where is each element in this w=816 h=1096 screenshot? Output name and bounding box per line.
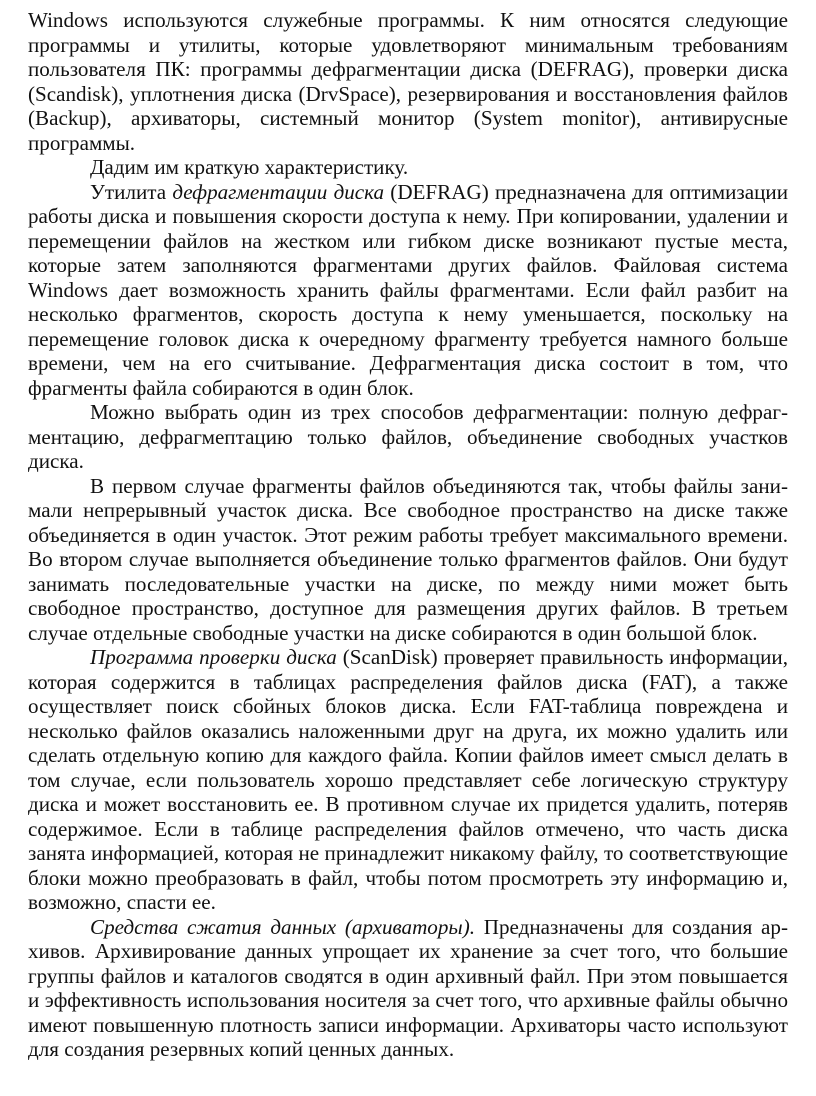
paragraph-defrag-text: (DEFRAG) предназначена для оптимизации работы диска и повышения скорости доступа к нему. При копировании, удалении и перемещении файлов на жестком или гибком диске возникают пустые места, которые затем заполняются фрагментами других файлов. Файловая система Windows дает возможность хранить файлы фрагментами. Если файл разбит на несколько фрагментов, скорость доступа к нему уменьшается, поскольку на перемещение головок диска к очередному фрагменту требуется намного больше времени, чем на его считывание. Дефрагментация диска состоит в том, что фрагменты файла собираются в один блок. — [28, 179, 788, 400]
paragraph-defrag-methods-text: Можно выбрать один из трех способов дефрагментации: полную дефрагментацию, дефрагмептацию только файлов, объединение свободных участков диска. — [28, 400, 788, 473]
paragraph-scandisk — [28, 645, 788, 915]
paragraph-intro-text: Windows используются служебные программы. К ним относятся следующие программы и утилиты, которые удовлетворяют минимальным требованиям пользователя ПК: программы дефрагментации диска (DEFRAG), проверки диска (Scandisk), уплотнения диска (DrvSpace), резервирования и восстановления файлов (Backup), архиваторы, системный монитор (System monitor), антивирусные программы. — [28, 8, 788, 155]
paragraph-scandisk-text: (ScanDisk) проверяет правильность информации, которая содержится в таблицах распределения файлов диска (FAT), а также осуществляет поиск сбойных блоков диска. Если FAT-таблица повреждена и несколько файлов оказались наложенными друг на друга, их можно удалить или сделать отдельную копию для каждого файла. Копии файлов имеет смысл делать в том случае, если пользователь хорошо представляет себе логическую структуру диска и может восстановить ее. В противном случае их придется удалить, потеряв содержимое. Если в таблице распределения файлов отмечено, что часть диска занята информацией, которая не принадлежит никакому файлу, то соответствующие блоки можно преобразовать в файл, чтобы потом просмотреть эту информацию и, возможно, спасти ее. — [28, 645, 788, 914]
paragraph-archivers — [28, 915, 788, 1062]
paragraph-defrag — [28, 180, 788, 401]
paragraph-summary-text: Дадим им краткую характеристику. — [90, 155, 409, 179]
term-data-compression: Средства сжатия данных (архиваторы). — [90, 914, 475, 939]
paragraph-archivers-text: Предназначены для создания архивов. Архивирование данных упрощает их хранение за счет того, что большие группы файлов и каталогов сводятся в один архивный файл. При этом повышается и эффективность использования носителя за счет того, что архивные файлы обычно имеют повышенную плотность записи информации. Архиваторы часто используют для создания резервных копий ценных данных. — [28, 914, 788, 1061]
paragraph-defrag-cases — [28, 474, 788, 646]
paragraph-summary — [28, 155, 788, 180]
term-defragmentation: дефрагментации диска — [172, 179, 385, 204]
paragraph-defrag-cases-text: В первом случае фрагменты файлов объединяются так, чтобы файлы занимали непрерывный участок диска. Все свободное пространство на диске также объединяется в один участок. Этот режим работы требует максимального времени. Во втором случае выполняется объединение только фрагментов файлов. Они будут занимать последовательные участки на диске, по между ними может быть свободное пространство, доступное для размещения других файлов. В третьем случае отдельные свободные участки на диске собираются в один большой блок. — [28, 473, 788, 645]
paragraph-intro — [28, 8, 788, 155]
term-disk-check-program: Программа проверки диска — [90, 645, 337, 669]
paragraph-defrag-methods — [28, 400, 788, 474]
paragraph-defrag-prefix: Утилита — [90, 179, 173, 204]
